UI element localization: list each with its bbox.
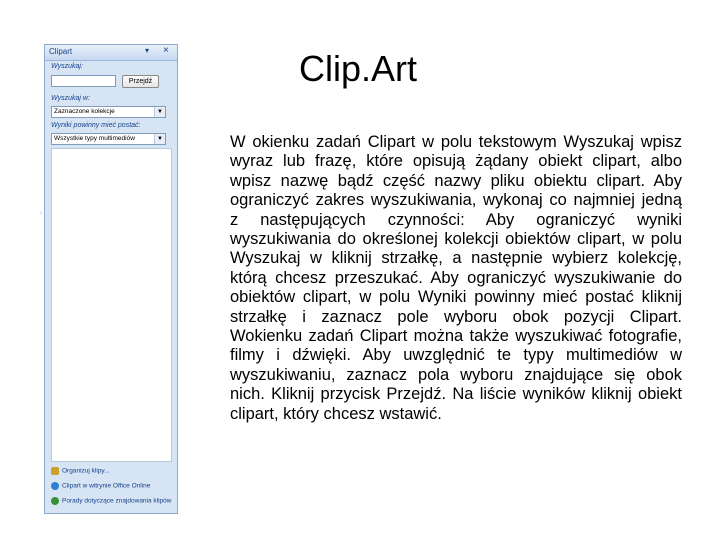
organize-clips-label: Organizuj klipy... <box>62 467 110 475</box>
slide-title: Clip.Art <box>299 48 418 89</box>
search-in-label: Wyszukaj w: <box>51 95 90 102</box>
help-icon <box>51 497 59 505</box>
pane-title: Clipart <box>49 47 73 56</box>
search-in-value: Zaznaczone kolekcje <box>54 108 115 115</box>
go-button[interactable]: Przejdź <box>122 75 159 88</box>
results-type-value: Wszystkie typy multimediów <box>54 135 135 142</box>
dropdown-menu-icon[interactable]: ▾ <box>145 46 150 55</box>
globe-icon <box>51 482 59 490</box>
clipart-online-label: Clipart w witrynie Office Online <box>62 482 151 490</box>
results-list[interactable] <box>51 148 172 462</box>
chevron-down-icon[interactable]: ▼ <box>154 134 165 144</box>
clipart-online-link[interactable] <box>51 482 176 490</box>
organize-clips-link[interactable] <box>51 467 176 475</box>
slide-body-text: W okienku zadań Clipart w polu tekstowym Wyszukaj wpisz wyraz lub frazę, które opisują żądany obiekt clipart, albo wpisz nazwę bądź część nazwy pliku obiektu clipart. Aby ograniczyć zakres wyszukiwania, wykonaj co najmniej jedną z następujących czynności: Aby ograniczyć wyniki wyszukiwania do określonej kolekcji obiektów clipart, w polu Wyszukaj w kliknij strzałkę, a następnie wybierz kolekcję, którą chcesz przeszukać. Aby ograniczyć wyszukiwanie do obiektów clipart, w polu Wyniki powinny mieć postać kliknij strzałkę i zaznacz pole wyboru obok pozycji Clipart. Wokienku zadań Clipart można także wyszukiwać fotografie, filmy i dźwięki. Aby uwzględnić te typy multimediów w wyszukiwaniu, zaznacz pola wyboru znajdujące się obok nich. Kliknij przycisk Przejdź. Na liście wyników kliknij obiekt clipart, który chcesz wstawić. <box>230 133 682 423</box>
search-tips-label: Porady dotyczące znajdowania klipów <box>62 497 172 505</box>
organize-icon <box>51 467 59 475</box>
results-type-label: Wyniki powinny mieć postać: <box>51 122 141 129</box>
search-in-select[interactable] <box>51 106 166 118</box>
chevron-down-icon[interactable]: ▼ <box>154 107 165 117</box>
search-input[interactable] <box>51 75 116 87</box>
search-tips-link[interactable] <box>51 497 176 505</box>
search-label: Wyszukaj: <box>51 63 83 70</box>
pane-resize-handle[interactable]: › <box>40 210 43 217</box>
close-icon[interactable]: × <box>163 45 169 56</box>
pane-header <box>45 45 177 61</box>
results-type-select[interactable] <box>51 133 166 145</box>
clipart-task-pane <box>44 44 178 514</box>
